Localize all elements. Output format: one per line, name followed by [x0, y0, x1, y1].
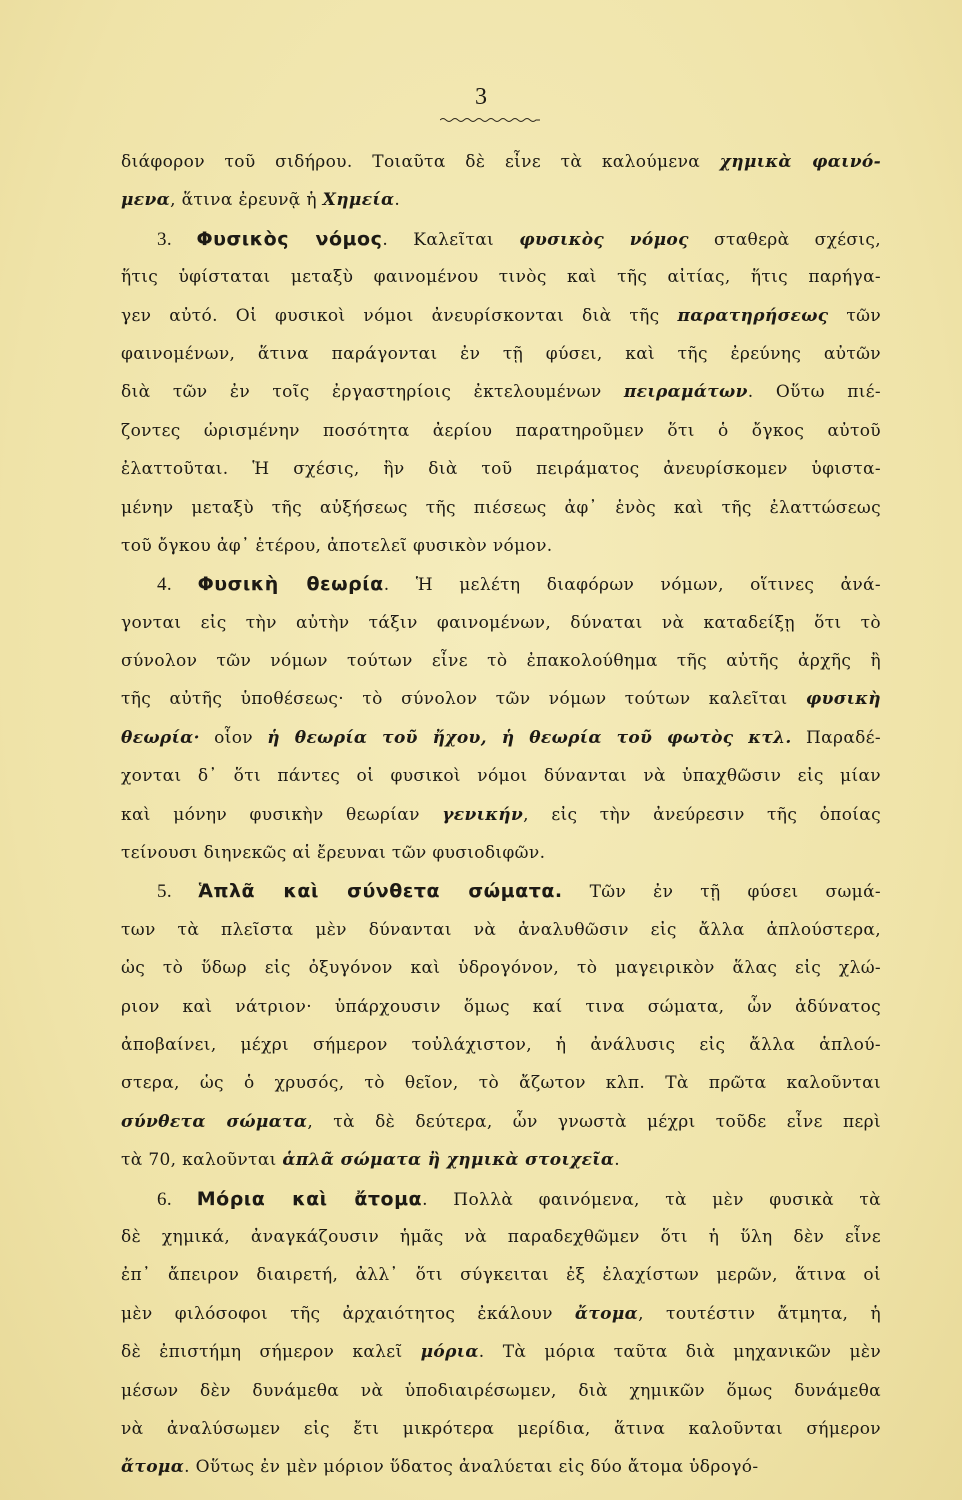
text-line [121, 1064, 881, 1102]
text-line [121, 1333, 881, 1371]
text-line [121, 834, 881, 872]
text-run: χονται δ᾿ ὅτι πάντες οἱ φυσικοὶ νόμοι δύνανται νὰ ὑπαχθῶσιν εἰς μίαν [121, 766, 881, 787]
text-run: , ἅτινα ἐρευνᾷ ἡ [170, 190, 323, 211]
emphasized-term: ἄτομα [121, 1457, 185, 1478]
text-run: ἐλαττοῦται. Ἡ σχέσις, ἣν διὰ τοῦ πειράματος ἀνευρίσκομεν ὑφιστα- [121, 459, 881, 480]
text-run: μέσων δὲν δυνάμεθα νὰ ὑποδιαιρέσωμεν, διὰ χημικῶν ὅμως δυνάμεθα [121, 1380, 881, 1401]
emphasized-term: Χημεία [322, 190, 395, 211]
text-run: νὰ ἀναλύσωμεν εἰς ἔτι μικρότερα μερίδια, ἅτινα καλοῦνται σήμερον [121, 1418, 881, 1439]
text-line [121, 1103, 881, 1141]
text-line [121, 373, 881, 411]
text-line [121, 1026, 881, 1064]
text-run: Τῶν ἐν τῇ φύσει σωμά- [562, 882, 881, 903]
text-line [121, 642, 881, 680]
page-number-ornament [440, 116, 540, 124]
text-run: ἀποβαίνει, μέχρι σήμερον τοὐλάχιστον, ἡ ἀνάλυσις εἰς ἄλλα ἁπλού- [121, 1034, 881, 1055]
text-line [121, 220, 881, 258]
text-run: ριον καὶ νάτριον· ὑπάρχουσιν ὅμως καί τινα σώματα, ὧν ἀδύνατος [121, 996, 881, 1017]
text-line [121, 1141, 881, 1179]
section-heading: Μόρια καὶ ἄτομα [196, 1187, 423, 1210]
text-line [121, 297, 881, 335]
text-run: . Τὰ μόρια ταῦτα διὰ μηχανικῶν μὲν [478, 1342, 881, 1363]
text-run: Παραδέ- [791, 727, 881, 748]
text-line [121, 988, 881, 1026]
text-line [121, 680, 881, 718]
text-line [121, 1180, 881, 1218]
section-number: 5. [157, 881, 199, 903]
text-line [121, 335, 881, 373]
text-run: , εἰς τὴν ἀνεύρεσιν τῆς ὁποίας [523, 804, 881, 825]
emphasized-term: θεωρία· [121, 727, 200, 748]
text-run: . Οὕτως ἐν μὲν μόριον ὕδατος ἀναλύεται εἰς δύο ἄτομα ὑδρογό- [184, 1457, 759, 1478]
text-run: σταθερὰ σχέσις, [688, 229, 881, 250]
text-line [121, 911, 881, 949]
text-run: στερα, ὡς ὁ χρυσός, τὸ θεῖον, τὸ ἄζωτον κλπ. Τὰ πρῶτα καλοῦνται [121, 1073, 881, 1094]
emphasized-term: γενικήν [442, 804, 524, 825]
text-run: ζοντες ὡρισμένην ποσότητα ἀερίου παρατηροῦμεν ὅτι ὁ ὄγκος αὐτοῦ [121, 420, 881, 441]
page-number: 3 [475, 84, 487, 110]
text-line [121, 258, 881, 296]
text-line [121, 1410, 881, 1448]
text-run: δὲ ἐπιστήμη σήμερον καλεῖ [121, 1342, 421, 1363]
text-run: ὡς τὸ ὕδωρ εἰς ὀξυγόνον καὶ ὑδρογόνον, τὸ μαγειρικὸν ἅλας εἰς χλώ- [121, 958, 881, 979]
text-run: . Οὕτω πιέ- [747, 382, 881, 403]
section-number: 3. [157, 228, 197, 250]
text-line [121, 796, 881, 834]
text-run: ἥτις ὑφίσταται μεταξὺ φαινομένου τινὸς καὶ τῆς αἰτίας, ἥτις παρήγα- [121, 267, 881, 288]
emphasized-term: σύνθετα σώματα [121, 1111, 308, 1132]
text-line [121, 1295, 881, 1333]
emphasized-term: ἄτομα [574, 1303, 639, 1324]
text-line [121, 1448, 881, 1486]
text-run: , τὰ δὲ δεύτερα, ὧν γνωστὰ μέχρι τοῦδε εἶνε περὶ [307, 1111, 881, 1132]
text-run: . [614, 1150, 621, 1171]
emphasized-term: ἁπλᾶ σώματα ἢ χημικὰ στοιχεῖα [282, 1150, 615, 1171]
text-line [121, 719, 881, 757]
text-run: καὶ μόνην φυσικὴν θεωρίαν [121, 804, 443, 825]
text-run: . [394, 190, 401, 211]
text-line [121, 1372, 881, 1410]
text-line [121, 604, 881, 642]
text-line [121, 757, 881, 795]
text-run: . Ἡ μελέτη διαφόρων νόμων, οἵτινες ἀνά- [383, 575, 881, 596]
text-run: διάφορον τοῦ σιδήρου. Τοιαῦτα δὲ εἶνε τὰ καλούμενα [121, 152, 720, 172]
text-run: διὰ τῶν ἐν τοῖς ἐργαστηρίοις ἐκτελουμένων [121, 382, 624, 403]
text-line [121, 949, 881, 987]
text-run: . Πολλὰ φαινόμενα, τὰ μὲν φυσικὰ τὰ [422, 1189, 881, 1210]
text-run: μένην μεταξὺ τῆς αὐξήσεως τῆς πιέσεως ἀφ᾿ ἑνὸς καὶ τῆς ἐλαττώσεως [121, 497, 881, 518]
emphasized-term: μενα [121, 190, 171, 211]
text-line [121, 489, 881, 527]
text-run: τὰ 70, καλοῦνται [121, 1150, 283, 1171]
text-run: γονται εἰς τὴν αὐτὴν τάξιν φαινομένων, δύναται νὰ καταδείξῃ ὅτι τὸ [121, 612, 881, 633]
text-run: φαινομένων, ἅτινα παράγονται ἐν τῇ φύσει, καὶ τῆς ἐρεύνης αὐτῶν [121, 343, 881, 364]
text-run: δὲ χημικά, ἀναγκάζουσιν ἡμᾶς νὰ παραδεχθῶμεν ὅτι ἡ ὕλη δὲν εἶνε [121, 1226, 881, 1247]
text-line [121, 1218, 881, 1256]
text-line [121, 565, 881, 603]
text-line [121, 181, 881, 219]
emphasized-term: χημικὰ φαινό- [719, 152, 881, 172]
text-run: , τουτέστιν ἄτμητα, ἡ [638, 1303, 881, 1324]
emphasized-term: φυσικὴ [805, 689, 881, 710]
emphasized-term: φυσικὸς νόμος [519, 229, 689, 250]
text-line [121, 143, 881, 181]
text-run: σύνολον τῶν νόμων τούτων εἶνε τὸ ἐπακολούθημα τῆς αὐτῆς ἀρχῆς ἢ [121, 651, 881, 672]
section-number: 4. [157, 574, 198, 596]
text-run: των τὰ πλεῖστα μὲν δύνανται νὰ ἀναλυθῶσιν εἰς ἄλλα ἁπλούστερα, [121, 919, 881, 940]
text-line [121, 1256, 881, 1294]
text-run: τῆς αὐτῆς ὑποθέσεως· τὸ σύνολον τῶν νόμων τούτων καλεῖται [121, 689, 806, 710]
text-run: τοῦ ὄγκου ἀφ᾿ ἑτέρου, ἀποτελεῖ φυσικὸν νόμον. [121, 535, 553, 556]
section-heading: Ἁπλᾶ καὶ σύνθετα σώματα. [198, 880, 563, 903]
body-text [121, 143, 881, 1487]
text-run: γεν αὐτό. Οἱ φυσικοὶ νόμοι ἀνευρίσκονται διὰ τῆς [121, 305, 678, 326]
text-run: ἐπ᾿ ἄπειρον διαιρετή, ἀλλ᾿ ὅτι σύγκειται ἐξ ἐλαχίστων μερῶν, ἅτινα οἱ [121, 1265, 881, 1286]
emphasized-term: μόρια [420, 1342, 479, 1363]
section-heading: Φυσικὸς νόμος [196, 227, 383, 250]
text-line [121, 527, 881, 565]
text-run: . Καλεῖται [382, 229, 520, 250]
text-line [121, 872, 881, 910]
text-line [121, 412, 881, 450]
section-heading: Φυσικὴ θεωρία [197, 573, 384, 596]
emphasized-term: παρατηρήσεως [677, 305, 829, 326]
text-run: τείνουσι διηνεκῶς αἱ ἔρευναι τῶν φυσιοδιφῶν. [121, 843, 546, 864]
emphasized-term: ἡ θεωρία τοῦ ἤχου, ἡ θεωρία τοῦ φωτὸς κτλ. [267, 727, 792, 748]
text-run: τῶν [828, 305, 881, 326]
text-line [121, 450, 881, 488]
section-number: 6. [157, 1188, 197, 1210]
text-run: μὲν φιλόσοφοι τῆς ἀρχαιότητος ἐκάλουν [121, 1303, 575, 1324]
emphasized-term: πειραμάτων [623, 382, 748, 403]
text-run: οἷον [199, 727, 268, 748]
